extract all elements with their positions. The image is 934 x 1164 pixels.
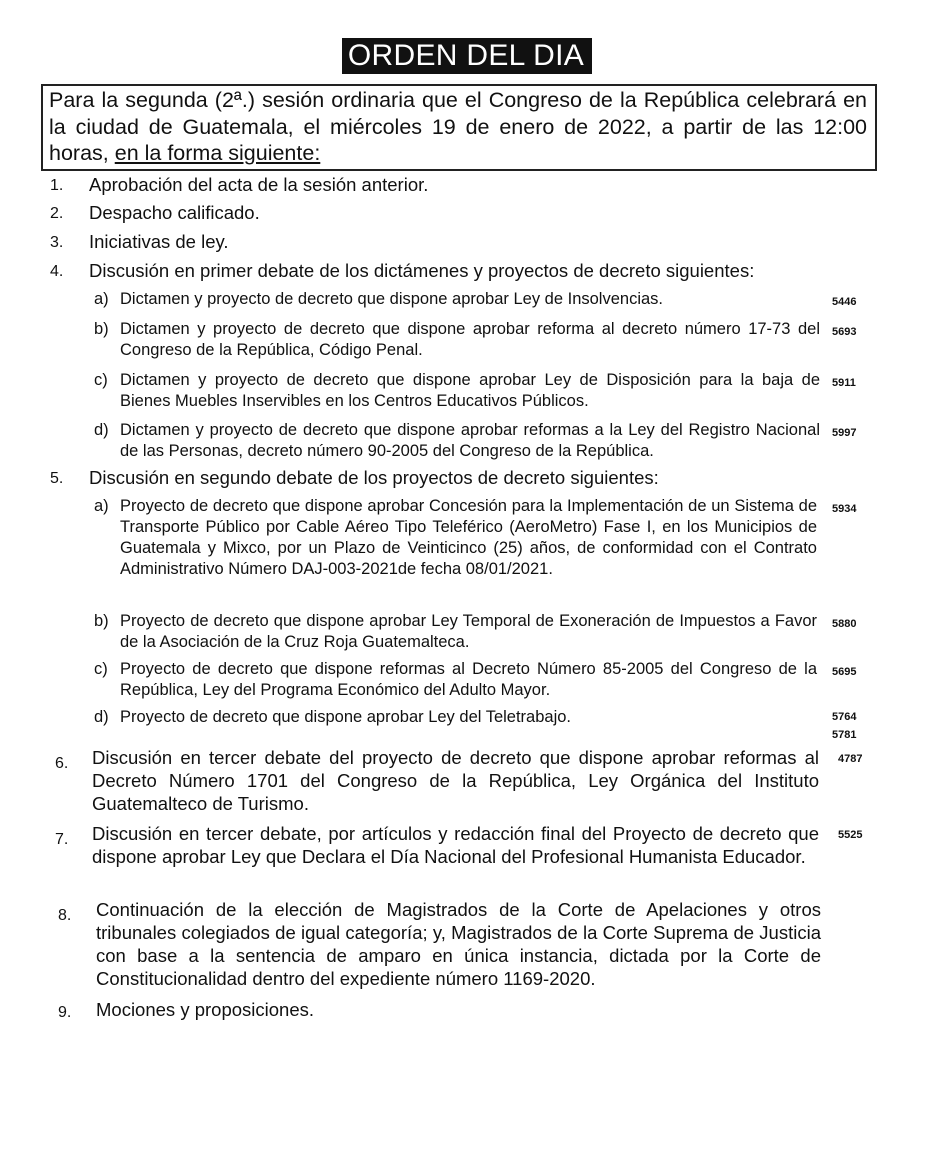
sub-text: Dictamen y proyecto de decreto que dispone aprobar reformas a la Ley del Registro Nacional de las Personas, decreto número 90-2005 del Congreso de la República. [120,421,820,460]
item-text: Iniciativas de ley. [89,231,229,252]
intro-box [41,84,877,171]
item-number: 1. [50,177,64,194]
item-number: 4. [50,263,64,280]
item-text: Despacho calificado. [89,202,260,223]
page-title: ORDEN DEL DIA [342,38,592,74]
sub-text: Proyecto de decreto que dispone aprobar Ley Temporal de Exoneración de Impuestos a Favor de la Asociación de la Cruz Roja Guatemalteca. [120,612,817,651]
sub-item-4d [94,420,914,464]
initiative-code-secondary: 5781 [832,729,857,741]
sub-text: Dictamen y proyecto de decreto que dispone aprobar Ley de Disposición para la baja de Bienes Muebles Inservibles en los Centros Educativos Públicos. [120,371,820,410]
item-number: 8. [58,907,72,924]
initiative-code: 5695 [832,666,857,678]
item-text: Discusión en tercer debate del proyecto de decreto que dispone aprobar reformas al Decreto Número 1701 del Congreso de la República, Ley Orgánica del Instituto Guatemalteco de Turismo. [92,747,819,814]
initiative-code: 5880 [832,618,857,630]
intro-text: Para la segunda (2ª.) sesión ordinaria que el Congreso de la República celebrará en la ciudad de Guatemala, el miércoles 19 de enero de 2022, a partir de las 12:00 horas, [49,88,867,165]
sub-text: Proyecto de decreto que dispone reformas al Decreto Número 85-2005 del Congreso de la República, Ley del Programa Económico del Adulto Mayor. [120,660,817,699]
intro-text-underlined: en la forma siguiente: [114,141,321,165]
item-number: 9. [58,1004,72,1021]
sub-text: Proyecto de decreto que dispone aprobar Ley del Teletrabajo. [120,708,572,726]
sub-item-4a [94,289,914,311]
sub-letter: a) [94,290,109,308]
sub-item-5a [94,496,914,604]
item-text: Discusión en primer debate de los dictámenes y proyectos de decreto siguientes: [89,260,755,281]
initiative-code: 5934 [832,503,857,515]
sub-item-4b [94,319,914,363]
sub-letter: b) [94,612,109,630]
item-number: 7. [55,831,69,848]
item-text: Mociones y proposiciones. [96,999,314,1020]
sub-letter: b) [94,320,109,338]
item-text: Discusión en segundo debate de los proyectos de decreto siguientes: [89,467,659,488]
initiative-code: 5446 [832,296,857,308]
sub-text: Dictamen y proyecto de decreto que dispone aprobar reforma al decreto número 17-73 del Congreso de la República, Código Penal. [120,320,820,359]
initiative-code: 5997 [832,427,857,439]
sub-letter: c) [94,660,108,678]
initiative-code: 4787 [838,753,863,765]
sub-letter: c) [94,371,108,389]
sub-item-5c [94,659,914,703]
initiative-code: 5693 [832,326,857,338]
sub-item-4c [94,370,914,414]
item-text: Continuación de la elección de Magistrados de la Corte de Apelaciones y otros tribunales colegiados de igual categoría; y, Magistrados de la Corte Suprema de Justicia con base a la sentencia de amparo en única instancia, dictada por la Corte de Constitucionalidad dentro del expediente número 1169-2020. [96,899,821,989]
sub-text: Dictamen y proyecto de decreto que dispone aprobar Ley de Insolvencias. [120,290,663,308]
sub-letter: d) [94,708,109,726]
sub-item-5d [94,707,914,747]
initiative-code: 5525 [838,829,863,841]
sub-letter: d) [94,421,109,439]
item-text: Aprobación del acta de la sesión anterior. [89,174,429,195]
item-number: 5. [50,470,64,487]
item-number: 3. [50,234,64,251]
item-number: 2. [50,205,64,222]
sub-letter: a) [94,497,109,515]
sub-item-5b [94,611,914,655]
initiative-code: 5911 [832,377,856,389]
initiative-code: 5764 [832,711,857,723]
title-wrapper [0,38,934,74]
item-text: Discusión en tercer debate, por artículos y redacción final del Proyecto de decreto que dispone aprobar Ley que Declara el Día Nacional del Profesional Humanista Educador. [92,823,819,867]
item-number: 6. [55,755,69,772]
sub-text: Proyecto de decreto que dispone aprobar Concesión para la Implementación de un Sistema de Transporte Público por Cable Aéreo Tipo Teleférico (AeroMetro) Fase I, en los Municipios de Guatemala y Mixco, por un Plazo de Veinticinco (25) años, de conformidad con el Contrato Administrativo Número DAJ-003-2021de fecha 08/01/2021. [120,497,817,578]
